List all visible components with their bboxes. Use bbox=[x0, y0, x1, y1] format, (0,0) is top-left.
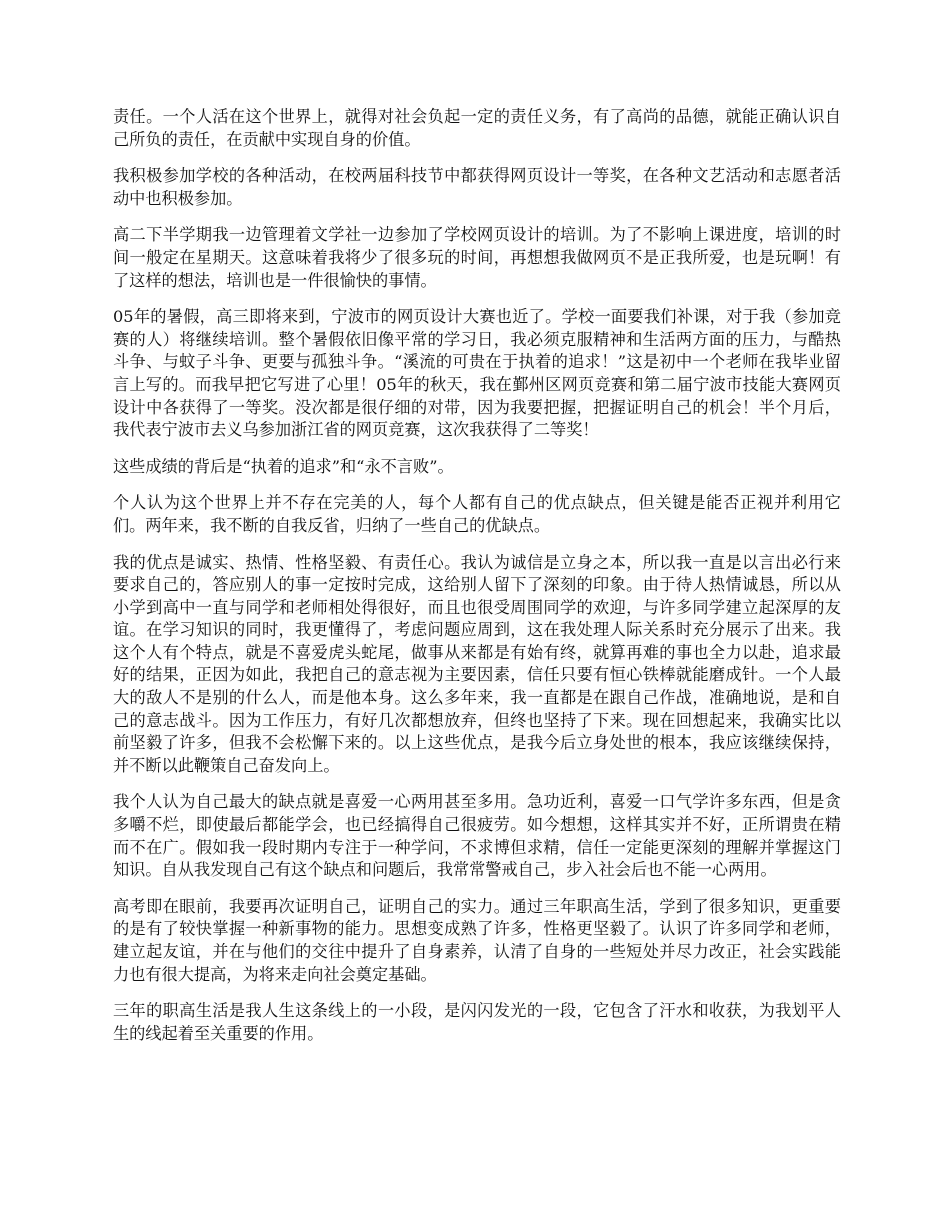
paragraph-responsibility: 责任。一个人活在这个世界上，就得对社会负起一定的责任义务，有了高尚的品德，就能正确认识自己所负的责任，在贡献中实现自身的价值。 bbox=[113, 107, 841, 149]
document-body bbox=[113, 106, 841, 1059]
paragraph-activities: 我积极参加学校的各种活动，在校两届科技节中都获得网页设计一等奖，在各种文艺活动和志愿者活动中也积极参加。 bbox=[113, 166, 841, 208]
paragraph-weaknesses: 我个人认为自己最大的缺点就是喜爱一心两用甚至多用。急功近利，喜爱一口气学许多东西，但是贪多嚼不烂，即使最后都能学会，也已经搞得自己很疲劳。如今想想，这样其实并不好，正所谓贵在精而不在广。假如我一段时期内专注于一种学问，不求博但求精，信任一定能更深刻的理解并掌握这门知识。自从我发现自己有这个缺点和问题后，我常常警戒自己，步入社会后也不能一心两用。 bbox=[113, 792, 841, 880]
paragraph-strengths: 我的优点是诚实、热情、性格坚毅、有责任心。我认为诚信是立身之本，所以我一直是以言出必行来要求自己的，答应别人的事一定按时完成，这给别人留下了深刻的印象。由于待人热情诚恳，所以从小学到高中一直与同学和老师相处得很好，而且也很受周围同学的欢迎，与许多同学建立起深厚的友谊。在学习知识的同时，我更懂得了，考虑问题应周到，这在我处理人际关系时充分展示了出来。我这个人有个特点，就是不喜爱虎头蛇尾，做事从来都是有始有终，就算再难的事也全力以赴，追求最好的结果，正因为如此，我把自己的意志视为主要因素，信任只要有恒心铁棒就能磨成针。一个人最大的敌人不是别的什么人，而是他本身。这么多年来，我一直都是在跟自己作战，准确地说，是和自己的意志战斗。因为工作压力，有好几次都想放弃，但终也坚持了下来。现在回想起来，我确实比以前坚毅了许多，但我不会松懈下来的。以上这些优点，是我今后立身处世的根本，我应该继续保持，并不断以此鞭策自己奋发向上。 bbox=[113, 552, 841, 775]
paragraph-summer-competition: 05年的暑假，高三即将来到，宁波市的网页设计大赛也近了。学校一面要我们补课，对于我（参加竞赛的人）将继续培训。整个暑假依旧像平常的学习日，我必须克服精神和生活两方面的压力，与酷热斗争、与蚊子斗争、更要与孤独斗争。“溪流的可贵在于执着的追求！”这是初中一个老师在我毕业留言上写的。而我早把它写进了心里！05年的秋天，我在鄞州区网页竞赛和第二届宁波市技能大赛网页设计中各获得了一等奖。没次都是很仔细的对带，因为我要把握，把握证明自己的机会！半个月后，我代表宁波市去义乌参加浙江省的网页竞赛，这次我获得了二等奖！ bbox=[113, 307, 841, 440]
paragraph-self-reflection: 个人认为这个世界上并不存在完美的人，每个人都有自己的优点缺点，但关键是能否正视并利用它们。两年来，我不断的自我反省，归纳了一些自己的优缺点。 bbox=[113, 493, 841, 535]
paragraph-achievements: 这些成绩的背后是“执着的追求”和“永不言败”。 bbox=[113, 456, 454, 476]
paragraph-college-exam: 高考即在眼前，我要再次证明自己，证明自己的实力。通过三年职高生活，学到了很多知识，更重要的是有了较快掌握一种新事物的能力。思想变成熟了许多，性格更坚毅了。认识了许多同学和老师，建立起友谊，并在与他们的交往中提升了自身素养，认清了自身的一些短处并尽力改正，社会实践能力也有很大提高，为将来走向社会奠定基础。 bbox=[113, 896, 841, 984]
paragraph-web-design-training: 高二下半学期我一边管理着文学社一边参加了学校网页设计的培训。为了不影响上课进度，培训的时间一般定在星期天。这意味着我将少了很多玩的时间，再想想我做网页不是正我所爱，也是玩啊！有了这样的想法，培训也是一件很愉快的事情。 bbox=[113, 225, 841, 290]
paragraph-conclusion: 三年的职高生活是我人生这条线上的一小段，是闪闪发光的一段，它包含了汗水和收获，为我划平人生的线起着至关重要的作用。 bbox=[113, 1001, 841, 1043]
